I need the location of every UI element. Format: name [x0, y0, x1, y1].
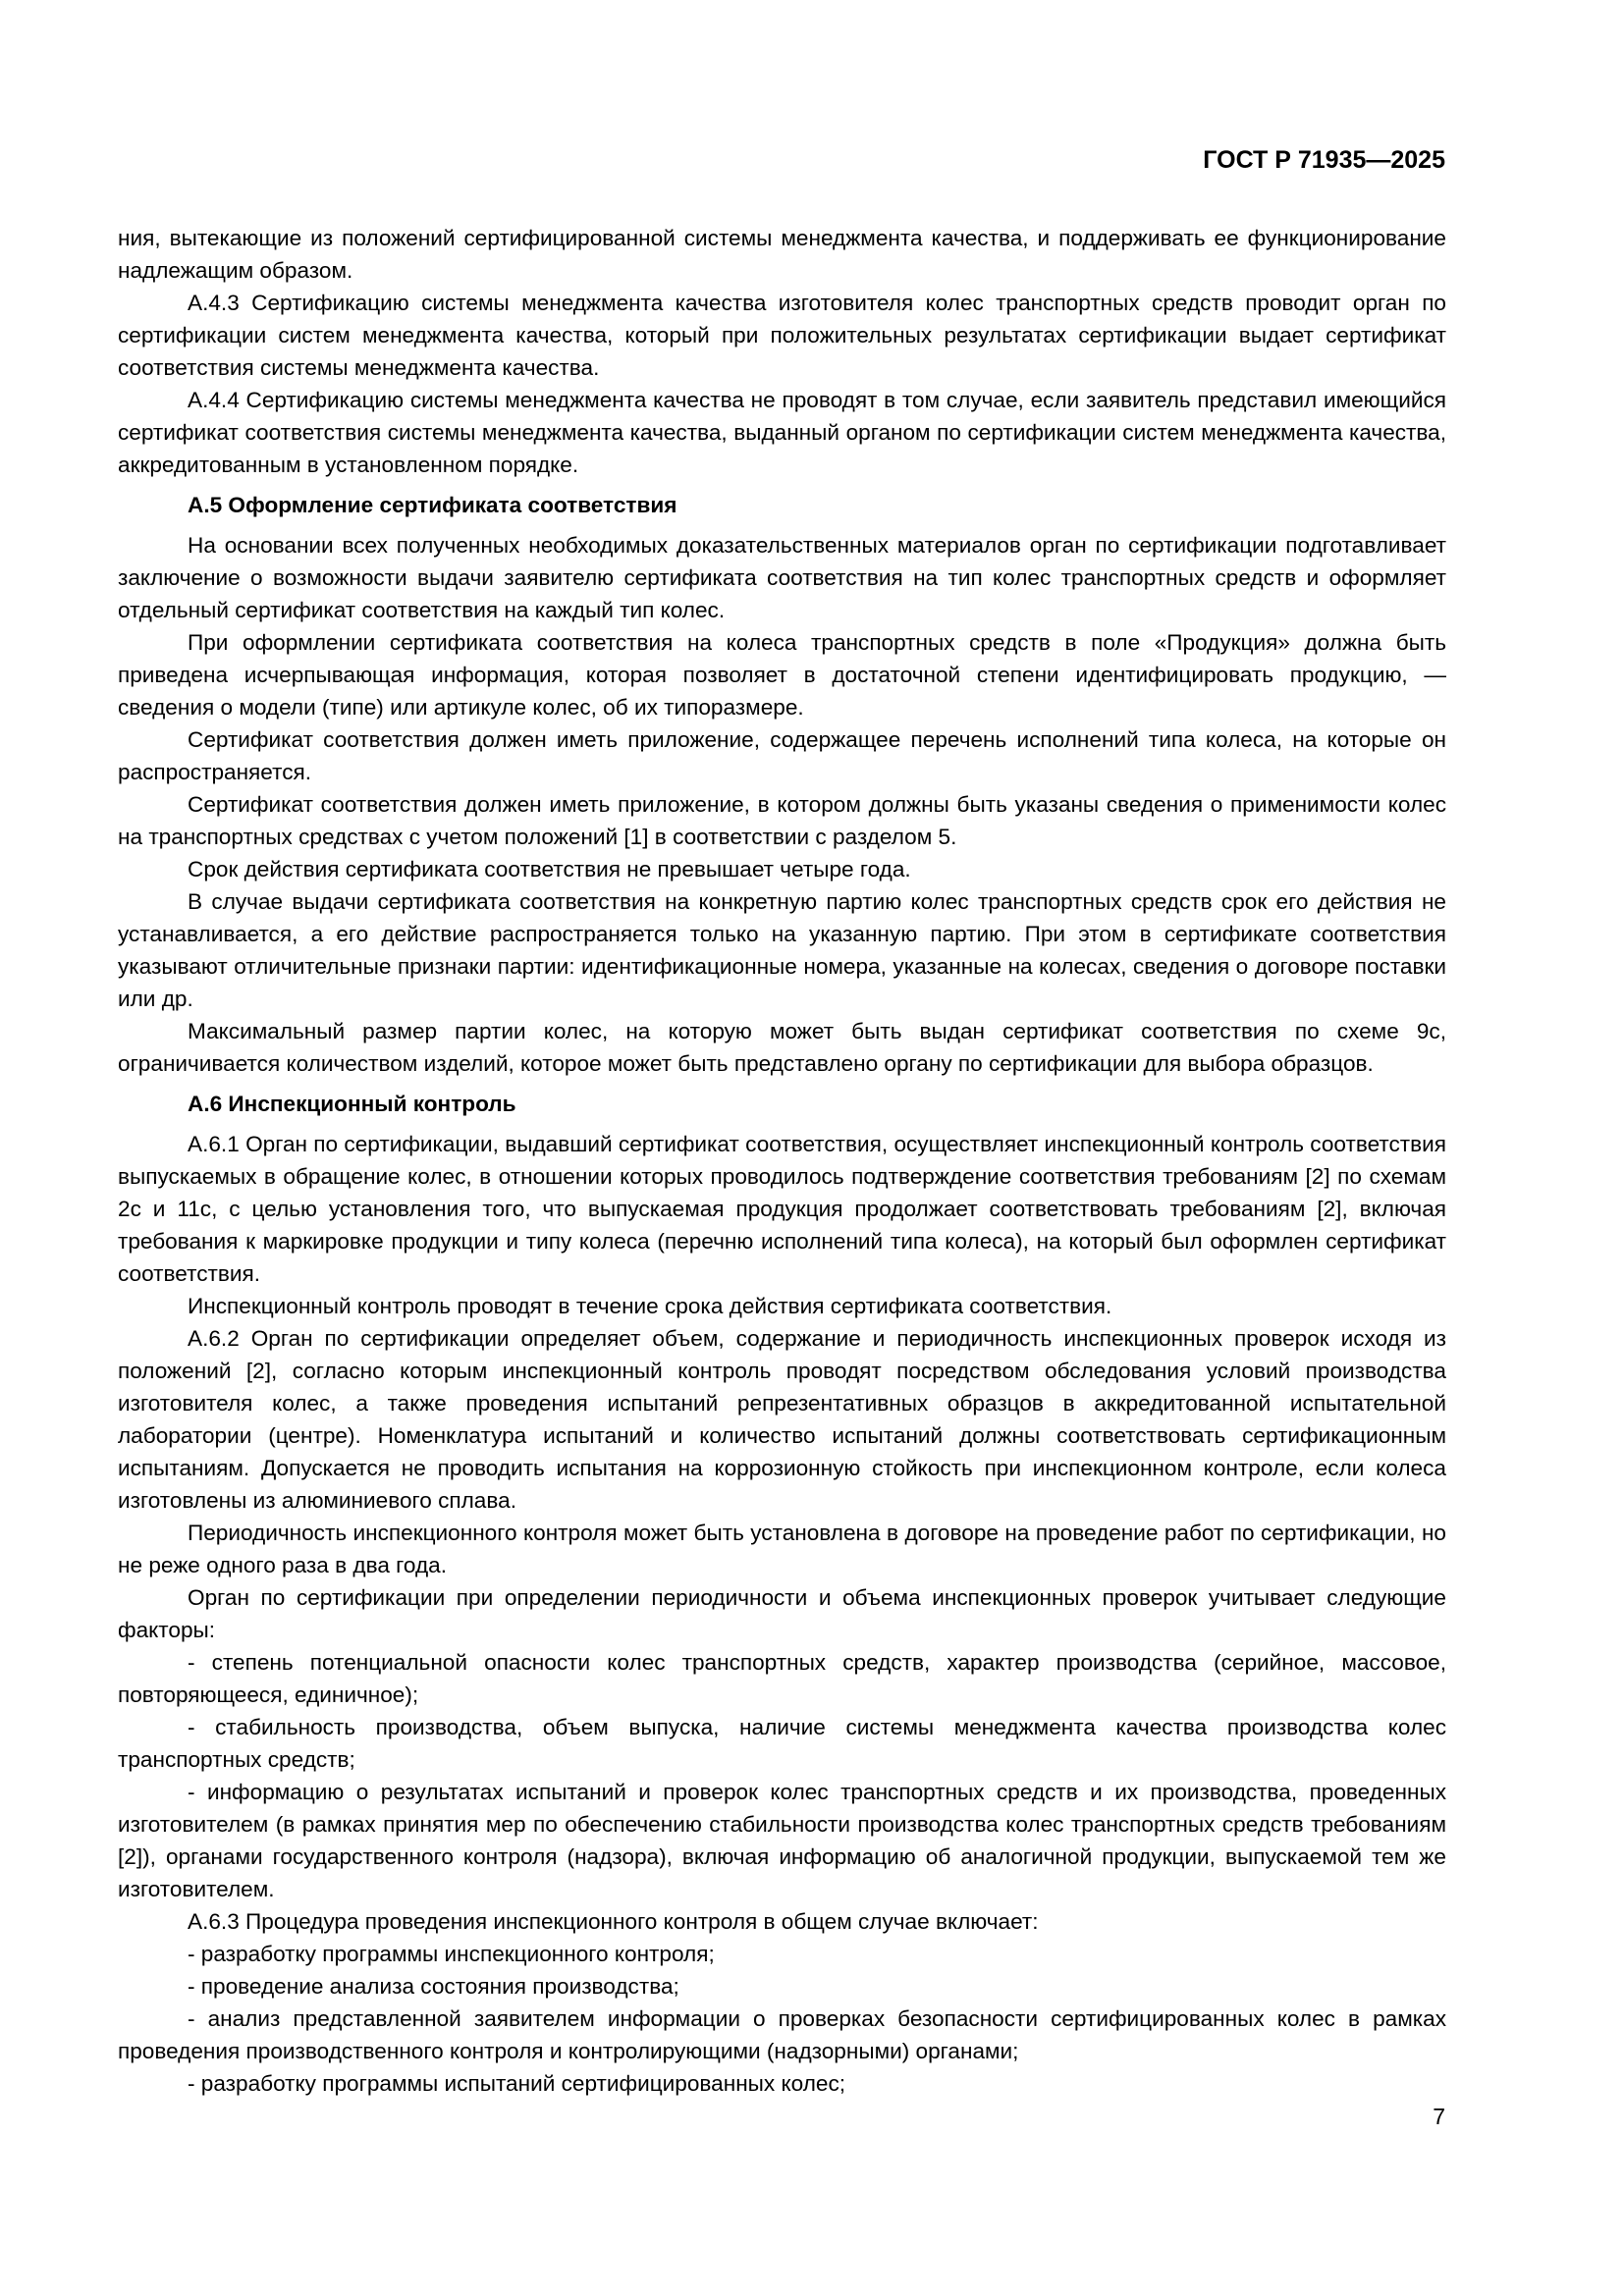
paragraph: ния, вытекающие из положений сертифицированной системы менеджмента качества, и поддерживать ее функционирование надлежащим образом. — [118, 226, 1446, 283]
paragraph: А.6.1 Орган по сертификации, выдавший сертификат соответствия, осуществляет инспекционный контроль соответствия выпускаемых в обращение колес, в отношении которых проводилось подтверждение соответствия требованиям [2] по схемам 2с и 11с, с целью установления того, что выпускаемая продукция продолжает соответствовать требованиям [2], включая требования к маркировке продукции и типу колеса (перечню исполнений типа колеса), на который был оформлен сертификат соответствия. — [118, 1132, 1446, 1286]
list-item: - стабильность производства, объем выпуска, наличие системы менеджмента качества производства колес транспортных средств; — [118, 1715, 1446, 1772]
list-item: - степень потенциальной опасности колес транспортных средств, характер производства (серийное, массовое, повторяющееся, единичное); — [118, 1650, 1446, 1707]
paragraph: А.6.2 Орган по сертификации определяет объем, содержание и периодичность инспекционных проверок исходя из положений [2], согласно которым инспекционный контроль проводят посредством обследования условий производства изготовителя колес, а также проведения испытаний репрезентативных образцов в аккредитованной испытательной лаборатории (центре). Номенклатура испытаний и количество испытаний должны соответствовать сертификационным испытаниям. Допускается не проводить испытания на коррозионную стойкость при инспекционном контроле, если колеса изготовлены из алюминиевого сплава. — [118, 1326, 1446, 1513]
paragraph: Периодичность инспекционного контроля может быть установлена в договоре на проведение работ по сертификации, но не реже одного раза в два года. — [118, 1521, 1446, 1577]
paragraph: Сертификат соответствия должен иметь приложение, содержащее перечень исполнений типа колеса, на которые он распространяется. — [118, 727, 1446, 784]
paragraph: При оформлении сертификата соответствия на колеса транспортных средств в поле «Продукция» должна быть приведена исчерпывающая информация, которая позволяет в достаточной степени идентифицировать продукцию, — сведения о модели (типе) или артикуле колес, об их типоразмере. — [118, 630, 1446, 720]
paragraph: А.6.3 Процедура проведения инспекционного контроля в общем случае включает: — [188, 1909, 1039, 1934]
list-item: - анализ представленной заявителем информации о проверках безопасности сертифицированных колес в рамках проведения производственного контроля и контролирующими (надзорными) органами; — [118, 2006, 1446, 2063]
list-item: - проведение анализа состояния производства; — [188, 1974, 679, 1999]
paragraph: Сертификат соответствия должен иметь приложение, в котором должны быть указаны сведения о применимости колес на транспортных средствах с учетом положений [1] в соответствии с разделом 5. — [118, 792, 1446, 849]
list-item: - разработку программы испытаний сертифицированных колес; — [188, 2071, 846, 2096]
paragraph: Срок действия сертификата соответствия не превышает четыре года. — [188, 857, 911, 881]
paragraph: Инспекционный контроль проводят в течение срока действия сертификата соответствия. — [188, 1294, 1112, 1318]
list-item: - информацию о результатах испытаний и проверок колес транспортных средств и их производства, проведенных изготовителем (в рамках принятия мер по обеспечению стабильности производства колес транспортных средств требованиям [2]), органами государственного контроля (надзора), включая информацию об аналогичной продукции, выпускаемой тем же изготовителем. — [118, 1780, 1446, 1901]
document-code: ГОСТ Р 71935—2025 — [1203, 146, 1445, 174]
section-heading-a6: А.6 Инспекционный контроль — [188, 1092, 516, 1116]
page-number: 7 — [1433, 2104, 1445, 2129]
paragraph: На основании всех полученных необходимых доказательственных материалов орган по сертификации подготавливает заключение о возможности выдачи заявителю сертификата соответствия на тип колес транспортных средств и оформляет отдельный сертификат соответствия на каждый тип колес. — [118, 533, 1446, 622]
paragraph: А.4.3 Сертификацию системы менеджмента качества изготовителя колес транспортных средств проводит орган по сертификации систем менеджмента качества, который при положительных результатах сертификации выдает сертификат соответствия системы менеджмента качества. — [118, 291, 1446, 380]
paragraph: А.4.4 Сертификацию системы менеджмента качества не проводят в том случае, если заявитель представил имеющийся сертификат соответствия системы менеджмента качества, выданный органом по сертификации систем менеджмента качества, аккредитованным в установленном порядке. — [118, 388, 1446, 477]
section-heading-a5: А.5 Оформление сертификата соответствия — [188, 493, 677, 517]
paragraph: В случае выдачи сертификата соответствия на конкретную партию колес транспортных средств срок его действия не устанавливается, а его действие распространяется только на указанную партию. При этом в сертификате соответствия указывают отличительные признаки партии: идентификационные номера, указанные на колесах, сведения о договоре поставки или др. — [118, 889, 1446, 1011]
paragraph: Орган по сертификации при определении периодичности и объема инспекционных проверок учитывает следующие факторы: — [118, 1585, 1446, 1642]
list-item: - разработку программы инспекционного контроля; — [188, 1942, 715, 1966]
paragraph: Максимальный размер партии колес, на которую может быть выдан сертификат соответствия по схеме 9с, ограничивается количеством изделий, которое может быть представлено органу по сертификации для выбора образцов. — [118, 1019, 1446, 1076]
document-body — [118, 222, 1446, 2100]
